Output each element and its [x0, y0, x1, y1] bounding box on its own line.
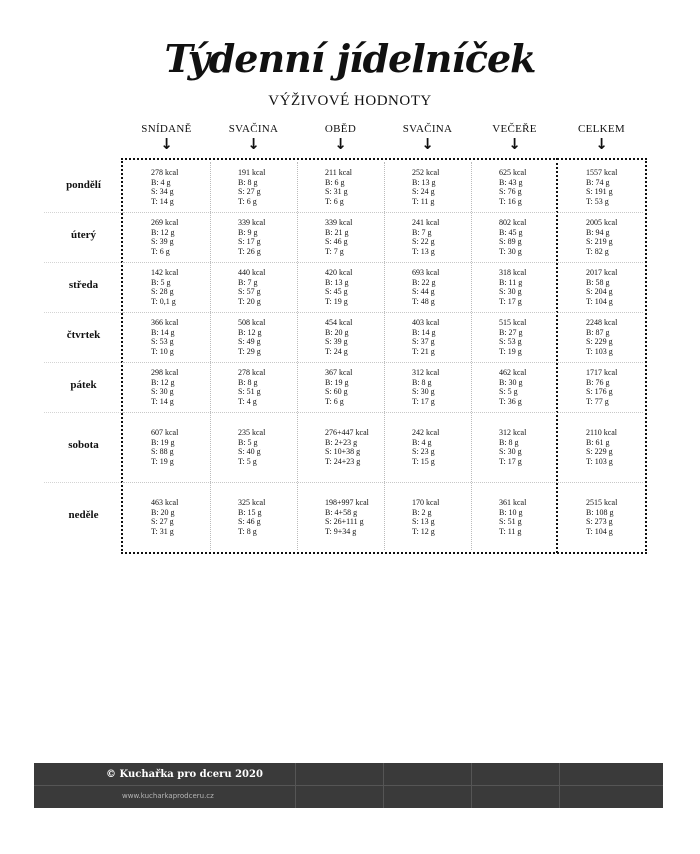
fat-value: T: 17 g — [499, 456, 522, 466]
kcal-value: 318 kcal — [499, 268, 527, 277]
carbs-value: S: 26+111 g — [325, 517, 364, 526]
fat-value: T: 17 g — [412, 396, 435, 406]
fat-value: T: 21 g — [412, 346, 435, 356]
nutrition-cell — [499, 218, 526, 256]
kcal-value: 269 kcal — [151, 218, 179, 227]
protein-value: B: 15 g — [238, 507, 262, 517]
nutrition-cell — [499, 498, 526, 536]
grid-line — [44, 412, 123, 413]
kcal-value: 211 kcal — [325, 168, 353, 177]
kcal-value: 361 kcal — [499, 498, 527, 507]
page-title: Týdenní jídelníček — [164, 36, 536, 81]
nutrition-cell — [238, 268, 265, 306]
fat-value: T: 6 g — [238, 196, 257, 206]
carbs-value: S: 22 g — [412, 237, 435, 246]
protein-value: B: 8 g — [499, 437, 519, 447]
fat-value: T: 24+23 g — [325, 456, 361, 466]
protein-value: B: 13 g — [412, 177, 436, 187]
fat-value: T: 48 g — [412, 296, 435, 306]
protein-value: B: 8 g — [238, 377, 258, 387]
grid-line — [123, 412, 643, 413]
kcal-value: 515 kcal — [499, 318, 527, 327]
nutrition-cell — [325, 218, 352, 256]
carbs-value: S: 45 g — [325, 287, 348, 296]
carbs-value: S: 13 g — [412, 517, 435, 526]
kcal-value: 2515 kcal — [586, 498, 618, 507]
protein-value: B: 2+23 g — [325, 437, 358, 447]
arrow-down-icon: ↓ — [508, 135, 521, 153]
carbs-value: S: 23 g — [412, 447, 435, 456]
column-header-2: SVAČINA — [228, 123, 279, 135]
day-label: pondělí — [66, 179, 101, 191]
protein-value: B: 12 g — [151, 377, 175, 387]
carbs-value: S: 219 g — [586, 237, 613, 246]
carbs-value: S: 191 g — [586, 187, 613, 196]
carbs-value: S: 46 g — [238, 517, 261, 526]
kcal-value: 366 kcal — [151, 318, 179, 327]
protein-value: B: 8 g — [412, 377, 432, 387]
protein-value: B: 14 g — [412, 327, 436, 337]
fat-value: T: 10 g — [151, 346, 174, 356]
carbs-value: S: 31 g — [325, 187, 348, 196]
protein-value: B: 7 g — [238, 277, 258, 287]
day-label: úterý — [70, 229, 97, 241]
kcal-value: 339 kcal — [238, 218, 266, 227]
kcal-value: 278 kcal — [151, 168, 179, 177]
fat-value: T: 31 g — [151, 526, 174, 536]
column-header-6: CELKEM — [577, 123, 626, 135]
kcal-value: 252 kcal — [412, 168, 440, 177]
kcal-value: 693 kcal — [412, 268, 440, 277]
total-column-separator — [556, 158, 558, 553]
kcal-value: 298 kcal — [151, 368, 179, 377]
kcal-value: 440 kcal — [238, 268, 266, 277]
protein-value: B: 87 g — [586, 327, 610, 337]
protein-value: B: 76 g — [586, 377, 610, 387]
carbs-value: S: 30 g — [151, 387, 174, 396]
nutrition-cell — [586, 498, 617, 536]
nutrition-cell — [586, 168, 617, 206]
fat-value: T: 103 g — [586, 456, 613, 466]
carbs-value: S: 229 g — [586, 337, 613, 346]
carbs-value: S: 34 g — [151, 187, 174, 196]
protein-value: B: 2 g — [412, 507, 432, 517]
fat-value: T: 19 g — [325, 296, 348, 306]
carbs-value: S: 88 g — [151, 447, 174, 456]
nutrition-cell — [151, 498, 178, 536]
fat-value: T: 5 g — [238, 456, 257, 466]
column-header-4: SVAČINA — [402, 123, 453, 135]
nutrition-cell — [586, 318, 617, 356]
carbs-value: S: 37 g — [412, 337, 435, 346]
nutrition-cell — [151, 368, 178, 406]
nutrition-cell — [151, 428, 178, 466]
fat-value: T: 24 g — [325, 346, 348, 356]
kcal-value: 2005 kcal — [586, 218, 618, 227]
grid-line — [384, 162, 385, 550]
protein-value: B: 9 g — [238, 227, 258, 237]
protein-value: B: 4 g — [151, 177, 171, 187]
fat-value: T: 8 g — [238, 526, 257, 536]
protein-value: B: 13 g — [325, 277, 349, 287]
fat-value: T: 9+34 g — [325, 526, 357, 536]
nutrition-cell — [325, 268, 352, 306]
protein-value: B: 20 g — [325, 327, 349, 337]
kcal-value: 312 kcal — [412, 368, 440, 377]
nutrition-cell — [325, 318, 352, 356]
kcal-value: 462 kcal — [499, 368, 527, 377]
protein-value: B: 94 g — [586, 227, 610, 237]
kcal-value: 367 kcal — [325, 368, 353, 377]
protein-value: B: 61 g — [586, 437, 610, 447]
carbs-value: S: 39 g — [325, 337, 348, 346]
carbs-value: S: 44 g — [412, 287, 435, 296]
protein-value: B: 6 g — [325, 177, 345, 187]
nutrition-cell — [151, 168, 178, 206]
website-url[interactable]: www.kucharkaprodceru.cz — [122, 792, 214, 800]
nutrition-cell — [499, 318, 526, 356]
fat-value: T: 6 g — [325, 196, 344, 206]
nutrition-cell — [412, 368, 439, 406]
carbs-value: S: 53 g — [151, 337, 174, 346]
fat-value: T: 7 g — [325, 246, 344, 256]
kcal-value: 2017 kcal — [586, 268, 618, 277]
protein-value: B: 20 g — [151, 507, 175, 517]
page-subtitle: VÝŽIVOVÉ HODNOTY — [268, 93, 432, 109]
fat-value: T: 36 g — [499, 396, 522, 406]
day-label: pátek — [70, 379, 97, 391]
carbs-value: S: 176 g — [586, 387, 613, 396]
grid-line — [44, 212, 123, 213]
protein-value: B: 11 g — [499, 277, 523, 287]
protein-value: B: 43 g — [499, 177, 523, 187]
column-header-1: SNÍDANĚ — [141, 123, 192, 135]
kcal-value: 1557 kcal — [586, 168, 618, 177]
carbs-value: S: 30 g — [499, 287, 522, 296]
kcal-value: 2110 kcal — [586, 428, 618, 437]
protein-value: B: 19 g — [151, 437, 175, 447]
grid-line — [44, 482, 123, 483]
protein-value: B: 30 g — [499, 377, 523, 387]
kcal-value: 625 kcal — [499, 168, 527, 177]
carbs-value: S: 76 g — [499, 187, 522, 196]
nutrition-cell — [325, 498, 369, 536]
fat-value: T: 15 g — [412, 456, 435, 466]
carbs-value: S: 5 g — [499, 387, 518, 396]
carbs-value: S: 51 g — [238, 387, 261, 396]
nutrition-cell — [499, 428, 526, 466]
carbs-value: S: 28 g — [151, 287, 174, 296]
nutrition-cell — [499, 168, 526, 206]
protein-value: B: 5 g — [151, 277, 171, 287]
kcal-value: 198+997 kcal — [325, 498, 369, 507]
fat-value: T: 14 g — [151, 196, 174, 206]
fat-value: T: 6 g — [151, 246, 170, 256]
kcal-value: 403 kcal — [412, 318, 440, 327]
nutrition-cell — [238, 168, 265, 206]
grid-line — [210, 162, 211, 550]
protein-value: B: 74 g — [586, 177, 610, 187]
nutrition-cell — [412, 428, 439, 466]
fat-value: T: 29 g — [238, 346, 261, 356]
nutrition-cell — [325, 168, 352, 206]
nutrition-cell — [412, 168, 439, 206]
carbs-value: S: 273 g — [586, 517, 613, 526]
carbs-value: S: 46 g — [325, 237, 348, 246]
nutrition-cell — [499, 268, 526, 306]
day-label: čtvrtek — [66, 329, 101, 341]
protein-value: B: 27 g — [499, 327, 523, 337]
carbs-value: S: 10+38 g — [325, 447, 361, 456]
carbs-value: S: 60 g — [325, 387, 348, 396]
day-label: neděle — [68, 509, 99, 521]
protein-value: B: 12 g — [238, 327, 262, 337]
arrow-down-icon: ↓ — [160, 135, 173, 153]
nutrition-cell — [151, 268, 178, 306]
carbs-value: S: 24 g — [412, 187, 435, 196]
fat-value: T: 19 g — [499, 346, 522, 356]
fat-value: T: 11 g — [412, 196, 435, 206]
nutrition-cell — [412, 318, 439, 356]
grid-line — [471, 162, 472, 550]
grid-line — [123, 362, 643, 363]
carbs-value: S: 53 g — [499, 337, 522, 346]
day-label: středa — [68, 279, 99, 291]
fat-value: T: 77 g — [586, 396, 609, 406]
carbs-value: S: 30 g — [412, 387, 435, 396]
fat-value: T: 82 g — [586, 246, 609, 256]
nutrition-cell — [412, 268, 439, 306]
nutrition-cell — [499, 368, 526, 406]
nutrition-cell — [151, 218, 178, 256]
arrow-down-icon: ↓ — [247, 135, 260, 153]
nutrition-cell — [151, 318, 178, 356]
grid-line — [44, 312, 123, 313]
fat-value: T: 16 g — [499, 196, 522, 206]
fat-value: T: 30 g — [499, 246, 522, 256]
nutrition-cell — [412, 218, 439, 256]
protein-value: B: 108 g — [586, 507, 614, 517]
fat-value: T: 26 g — [238, 246, 261, 256]
protein-value: B: 7 g — [412, 227, 432, 237]
carbs-value: S: 89 g — [499, 237, 522, 246]
protein-value: B: 14 g — [151, 327, 175, 337]
arrow-down-icon: ↓ — [334, 135, 347, 153]
kcal-value: 2248 kcal — [586, 318, 618, 327]
kcal-value: 191 kcal — [238, 168, 266, 177]
grid-line — [44, 262, 123, 263]
protein-value: B: 21 g — [325, 227, 349, 237]
nutrition-cell — [238, 318, 265, 356]
grid-line — [123, 262, 643, 263]
fat-value: T: 104 g — [586, 296, 613, 306]
carbs-value: S: 57 g — [238, 287, 261, 296]
fat-value: T: 4 g — [238, 396, 257, 406]
carbs-value: S: 229 g — [586, 447, 613, 456]
grid-line — [123, 312, 643, 313]
nutrition-cell — [412, 498, 439, 536]
fat-value: T: 17 g — [499, 296, 522, 306]
grid-line — [123, 482, 643, 483]
nutrition-cell — [586, 268, 617, 306]
kcal-value: 276+447 kcal — [325, 428, 369, 437]
kcal-value: 241 kcal — [412, 218, 440, 227]
protein-value: B: 10 g — [499, 507, 523, 517]
protein-value: B: 8 g — [238, 177, 258, 187]
grid-line — [297, 162, 298, 550]
protein-value: B: 4+58 g — [325, 507, 358, 517]
copyright-text: © Kuchařka pro dceru 2020 — [106, 769, 263, 780]
carbs-value: S: 51 g — [499, 517, 522, 526]
nutrition-cell — [586, 368, 617, 406]
carbs-value: S: 39 g — [151, 237, 174, 246]
fat-value: T: 103 g — [586, 346, 613, 356]
nutrition-cell — [238, 498, 265, 536]
carbs-value: S: 49 g — [238, 337, 261, 346]
kcal-value: 242 kcal — [412, 428, 440, 437]
fat-value: T: 14 g — [151, 396, 174, 406]
carbs-value: S: 204 g — [586, 287, 613, 296]
kcal-value: 1717 kcal — [586, 368, 618, 377]
protein-value: B: 22 g — [412, 277, 436, 287]
protein-value: B: 45 g — [499, 227, 523, 237]
protein-value: B: 5 g — [238, 437, 258, 447]
kcal-value: 802 kcal — [499, 218, 527, 227]
fat-value: T: 0,1 g — [151, 296, 176, 306]
kcal-value: 607 kcal — [151, 428, 179, 437]
carbs-value: S: 40 g — [238, 447, 261, 456]
arrow-down-icon: ↓ — [421, 135, 434, 153]
day-label: sobota — [68, 439, 99, 451]
kcal-value: 508 kcal — [238, 318, 266, 327]
kcal-value: 278 kcal — [238, 368, 266, 377]
protein-value: B: 4 g — [412, 437, 432, 447]
column-header-3: OBĚD — [324, 123, 357, 135]
nutrition-cell — [238, 218, 265, 256]
nutrition-cell — [586, 218, 617, 256]
fat-value: T: 13 g — [412, 246, 435, 256]
nutrition-cell — [238, 368, 265, 406]
carbs-value: S: 27 g — [151, 517, 174, 526]
fat-value: T: 12 g — [412, 526, 435, 536]
fat-value: T: 11 g — [499, 526, 522, 536]
protein-value: B: 12 g — [151, 227, 175, 237]
footer-bar — [34, 763, 663, 808]
carbs-value: S: 17 g — [238, 237, 261, 246]
nutrition-cell — [325, 368, 352, 406]
kcal-value: 325 kcal — [238, 498, 266, 507]
nutrition-cell — [325, 428, 369, 466]
fat-value: T: 53 g — [586, 196, 609, 206]
grid-line — [123, 212, 643, 213]
protein-value: B: 58 g — [586, 277, 610, 287]
kcal-value: 235 kcal — [238, 428, 266, 437]
nutrition-cell — [586, 428, 617, 466]
column-header-5: VEČEŘE — [492, 123, 537, 135]
kcal-value: 312 kcal — [499, 428, 527, 437]
grid-line — [44, 362, 123, 363]
fat-value: T: 104 g — [586, 526, 613, 536]
fat-value: T: 6 g — [325, 396, 344, 406]
kcal-value: 170 kcal — [412, 498, 440, 507]
nutrition-cell — [238, 428, 265, 466]
kcal-value: 454 kcal — [325, 318, 353, 327]
kcal-value: 339 kcal — [325, 218, 353, 227]
kcal-value: 463 kcal — [151, 498, 179, 507]
arrow-down-icon: ↓ — [595, 135, 608, 153]
fat-value: T: 19 g — [151, 456, 174, 466]
fat-value: T: 20 g — [238, 296, 261, 306]
carbs-value: S: 27 g — [238, 187, 261, 196]
protein-value: B: 19 g — [325, 377, 349, 387]
carbs-value: S: 30 g — [499, 447, 522, 456]
kcal-value: 142 kcal — [151, 268, 179, 277]
kcal-value: 420 kcal — [325, 268, 353, 277]
